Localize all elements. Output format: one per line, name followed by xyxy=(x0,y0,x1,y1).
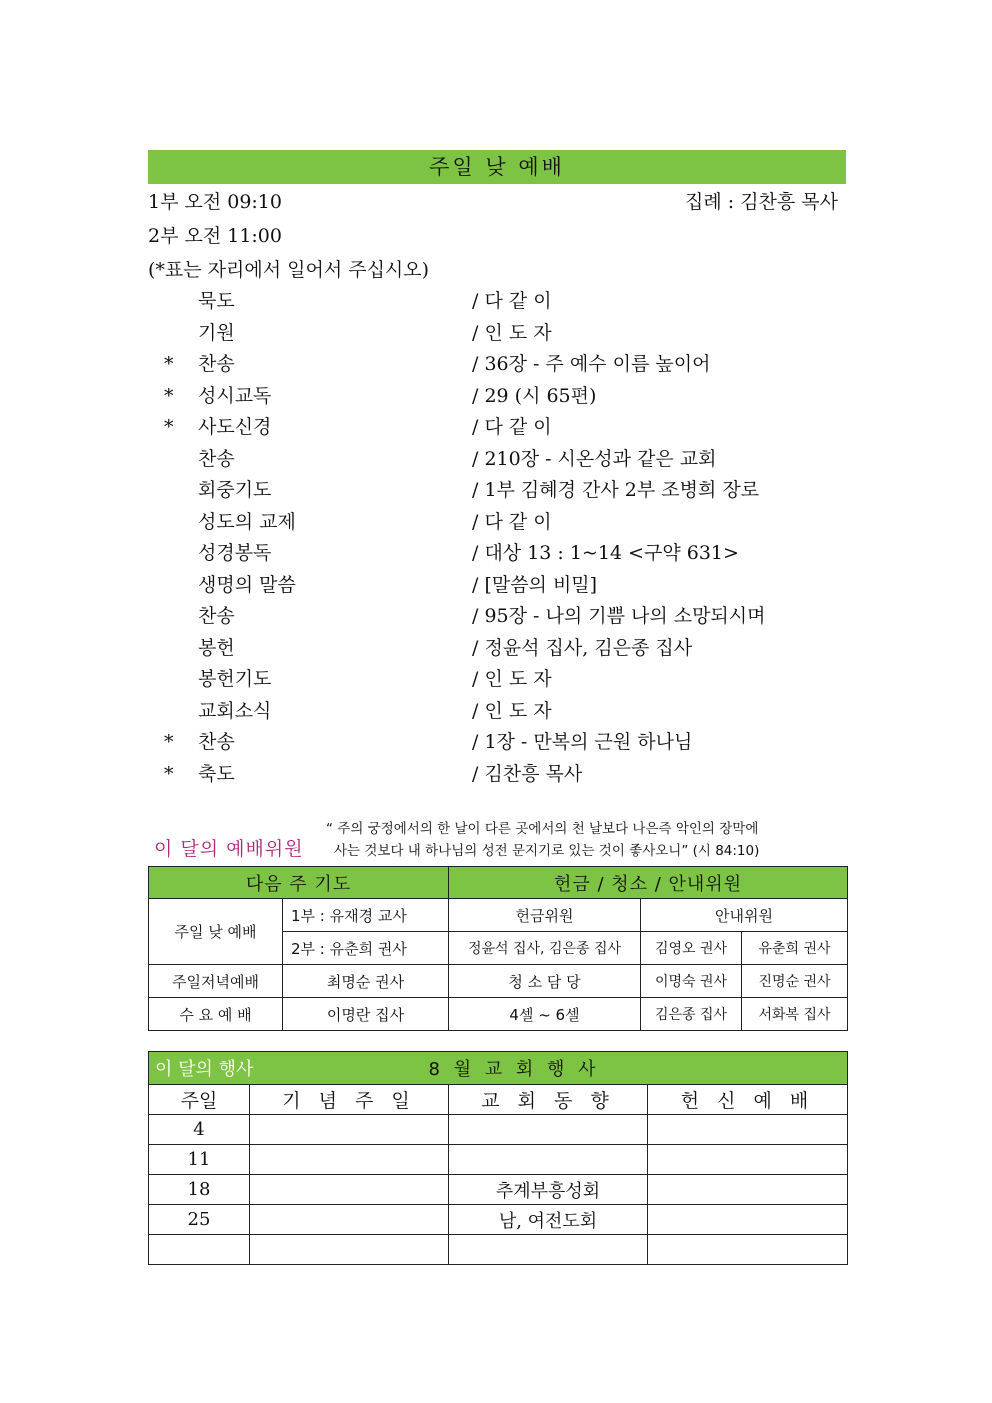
standing-mark: * xyxy=(164,731,174,753)
event-memorial xyxy=(250,1115,449,1145)
sunday-label: 주일 낮 예배 xyxy=(149,899,283,965)
evening-usher-1: 이명숙 권사 xyxy=(641,965,742,998)
prayer-header: 다음 주 기도 xyxy=(149,867,449,899)
order-item: 찬송 xyxy=(198,447,235,470)
events-table xyxy=(148,1051,848,1265)
order-row xyxy=(148,286,846,318)
offering-label: 헌금위원 xyxy=(449,899,641,932)
cleaning-label: 청 소 담 당 xyxy=(449,965,641,998)
order-detail: / 인 도 자 xyxy=(472,699,552,722)
table-row xyxy=(149,1175,848,1205)
event-dedication xyxy=(648,1145,848,1175)
event-dedication xyxy=(648,1115,848,1145)
sunday-prayer-2: 2부 : 유춘희 권사 xyxy=(283,932,449,965)
order-detail: / 인 도 자 xyxy=(472,668,552,690)
order-detail: / 김찬흥 목사 xyxy=(472,762,583,785)
event-day: 11 xyxy=(149,1145,250,1175)
column-memorial: 기 념 주 일 xyxy=(250,1085,449,1115)
verse-line-2: 사는 것보다 내 하나님의 성전 문지기로 있는 것이 좋사오니” (시 84:10) xyxy=(334,843,760,859)
order-item: 묵도 xyxy=(198,290,235,312)
order-detail: / 대상 13 : 1~14 <구약 631> xyxy=(472,542,739,564)
offering-header: 헌금 / 청소 / 안내위원 xyxy=(449,867,848,899)
order-row xyxy=(148,601,846,633)
event-news xyxy=(449,1115,648,1145)
verse-line-1: “ 주의 궁정에서의 한 날이 다른 곳에서의 천 날보다 나은즉 악인의 장막에 xyxy=(326,821,759,837)
events-month-title: 8 월 교 회 행 사 xyxy=(428,1059,600,1080)
event-news xyxy=(449,1235,648,1265)
order-detail: / 95장 - 나의 기쁨 나의 소망되시며 xyxy=(472,605,766,627)
order-detail: / 다 같 이 xyxy=(472,416,552,438)
evening-label: 주일저녁예배 xyxy=(149,965,283,998)
committee-table xyxy=(148,866,848,1031)
order-item: 기원 xyxy=(198,321,235,344)
order-item: 봉헌기도 xyxy=(198,668,272,690)
order-detail: / 1부 김혜경 간사 2부 조병희 장로 xyxy=(472,479,760,501)
order-row xyxy=(148,664,846,696)
order-detail: / 다 같 이 xyxy=(472,510,552,533)
events-month-cell xyxy=(428,1052,848,1085)
order-row xyxy=(148,570,846,602)
order-item: 회중기도 xyxy=(198,479,272,501)
table-row xyxy=(149,1115,848,1145)
order-row xyxy=(148,538,846,570)
wednesday-prayer: 이명란 집사 xyxy=(283,998,449,1031)
column-church-news: 교 회 동 향 xyxy=(449,1085,648,1115)
standing-note: (*표는 자리에서 일어서 주십시오) xyxy=(148,259,430,281)
order-row xyxy=(148,318,846,350)
committee-title: 이 달의 예배위원 xyxy=(154,838,304,860)
sunday-usher-1: 김영오 권사 xyxy=(641,932,742,965)
first-service-line xyxy=(148,186,846,218)
events-label-cell xyxy=(149,1052,449,1085)
sunday-prayer-1: 1부 : 유재경 교사 xyxy=(283,899,449,932)
order-row xyxy=(148,381,846,413)
event-day: 18 xyxy=(149,1175,250,1205)
event-memorial xyxy=(250,1205,449,1235)
order-detail: / 인 도 자 xyxy=(472,321,552,344)
event-day: 4 xyxy=(149,1115,250,1145)
evening-prayer: 최명순 권사 xyxy=(283,965,449,998)
order-row xyxy=(148,696,846,728)
standing-mark: * xyxy=(164,416,174,438)
order-item: 찬송 xyxy=(198,353,235,375)
order-item: 찬송 xyxy=(198,605,235,627)
order-item: 성경봉독 xyxy=(198,542,272,564)
order-row xyxy=(148,349,846,381)
evening-usher-2: 진명순 권사 xyxy=(742,965,848,998)
event-day xyxy=(149,1235,250,1265)
wednesday-usher-2: 서화복 집사 xyxy=(742,998,848,1031)
column-sunday: 주일 xyxy=(149,1085,250,1115)
wednesday-usher-1: 김은종 집사 xyxy=(641,998,742,1031)
event-news xyxy=(449,1145,648,1175)
offering-names: 정윤석 집사, 김은종 집사 xyxy=(449,932,641,965)
service-title: 주일 낮 예배 xyxy=(148,150,846,184)
order-detail: / 1장 - 만복의 근원 하나님 xyxy=(472,731,693,753)
order-detail: / [말씀의 비밀] xyxy=(472,573,598,596)
table-row xyxy=(149,1145,848,1175)
event-dedication xyxy=(648,1235,848,1265)
event-day: 25 xyxy=(149,1205,250,1235)
committee-header xyxy=(148,818,846,866)
presider: 집례 : 김찬흥 목사 xyxy=(685,191,838,213)
cleaning-cells: 4셀 ~ 6셀 xyxy=(449,998,641,1031)
wednesday-label: 수 요 예 배 xyxy=(149,998,283,1031)
order-row xyxy=(148,633,846,665)
order-item: 성시교독 xyxy=(198,384,272,407)
order-row xyxy=(148,475,846,507)
event-dedication xyxy=(648,1175,848,1205)
second-service-line xyxy=(148,220,846,252)
event-news: 추계부흥성회 xyxy=(449,1175,648,1205)
order-item: 봉헌 xyxy=(198,636,235,659)
table-row xyxy=(149,1235,848,1265)
order-detail: / 210장 - 시온성과 같은 교회 xyxy=(472,447,717,470)
order-detail: / 36장 - 주 예수 이름 높이어 xyxy=(472,353,711,375)
event-dedication xyxy=(648,1205,848,1235)
bulletin-page xyxy=(148,150,846,1265)
event-memorial xyxy=(250,1235,449,1265)
order-row xyxy=(148,759,846,791)
order-item: 생명의 말씀 xyxy=(198,573,296,596)
order-row xyxy=(148,444,846,476)
order-item: 사도신경 xyxy=(198,416,272,438)
order-detail: / 다 같 이 xyxy=(472,290,552,312)
usher-label: 안내위원 xyxy=(641,899,848,932)
events-label: 이 달의 행사 xyxy=(155,1059,254,1080)
event-memorial xyxy=(250,1145,449,1175)
standing-mark: * xyxy=(164,353,174,375)
table-row xyxy=(149,1205,848,1235)
order-item: 교회소식 xyxy=(198,699,272,722)
order-row xyxy=(148,727,846,759)
sunday-usher-2: 유춘희 권사 xyxy=(742,932,848,965)
event-memorial xyxy=(250,1175,449,1205)
order-item: 성도의 교제 xyxy=(198,510,296,533)
order-item: 축도 xyxy=(198,762,235,785)
standing-mark: * xyxy=(164,762,174,785)
second-service-time: 2부 오전 11:00 xyxy=(148,225,282,247)
order-detail: / 정윤석 집사, 김은종 집사 xyxy=(472,636,693,659)
event-news: 남, 여전도회 xyxy=(449,1205,648,1235)
order-of-worship xyxy=(148,286,846,790)
first-service-time: 1부 오전 09:10 xyxy=(148,191,282,213)
order-detail: / 29 (시 65편) xyxy=(472,384,597,407)
column-dedication: 헌 신 예 배 xyxy=(648,1085,848,1115)
standing-mark: * xyxy=(164,384,174,407)
order-row xyxy=(148,507,846,539)
bible-verse xyxy=(326,818,856,862)
order-item: 찬송 xyxy=(198,731,235,753)
order-row xyxy=(148,412,846,444)
